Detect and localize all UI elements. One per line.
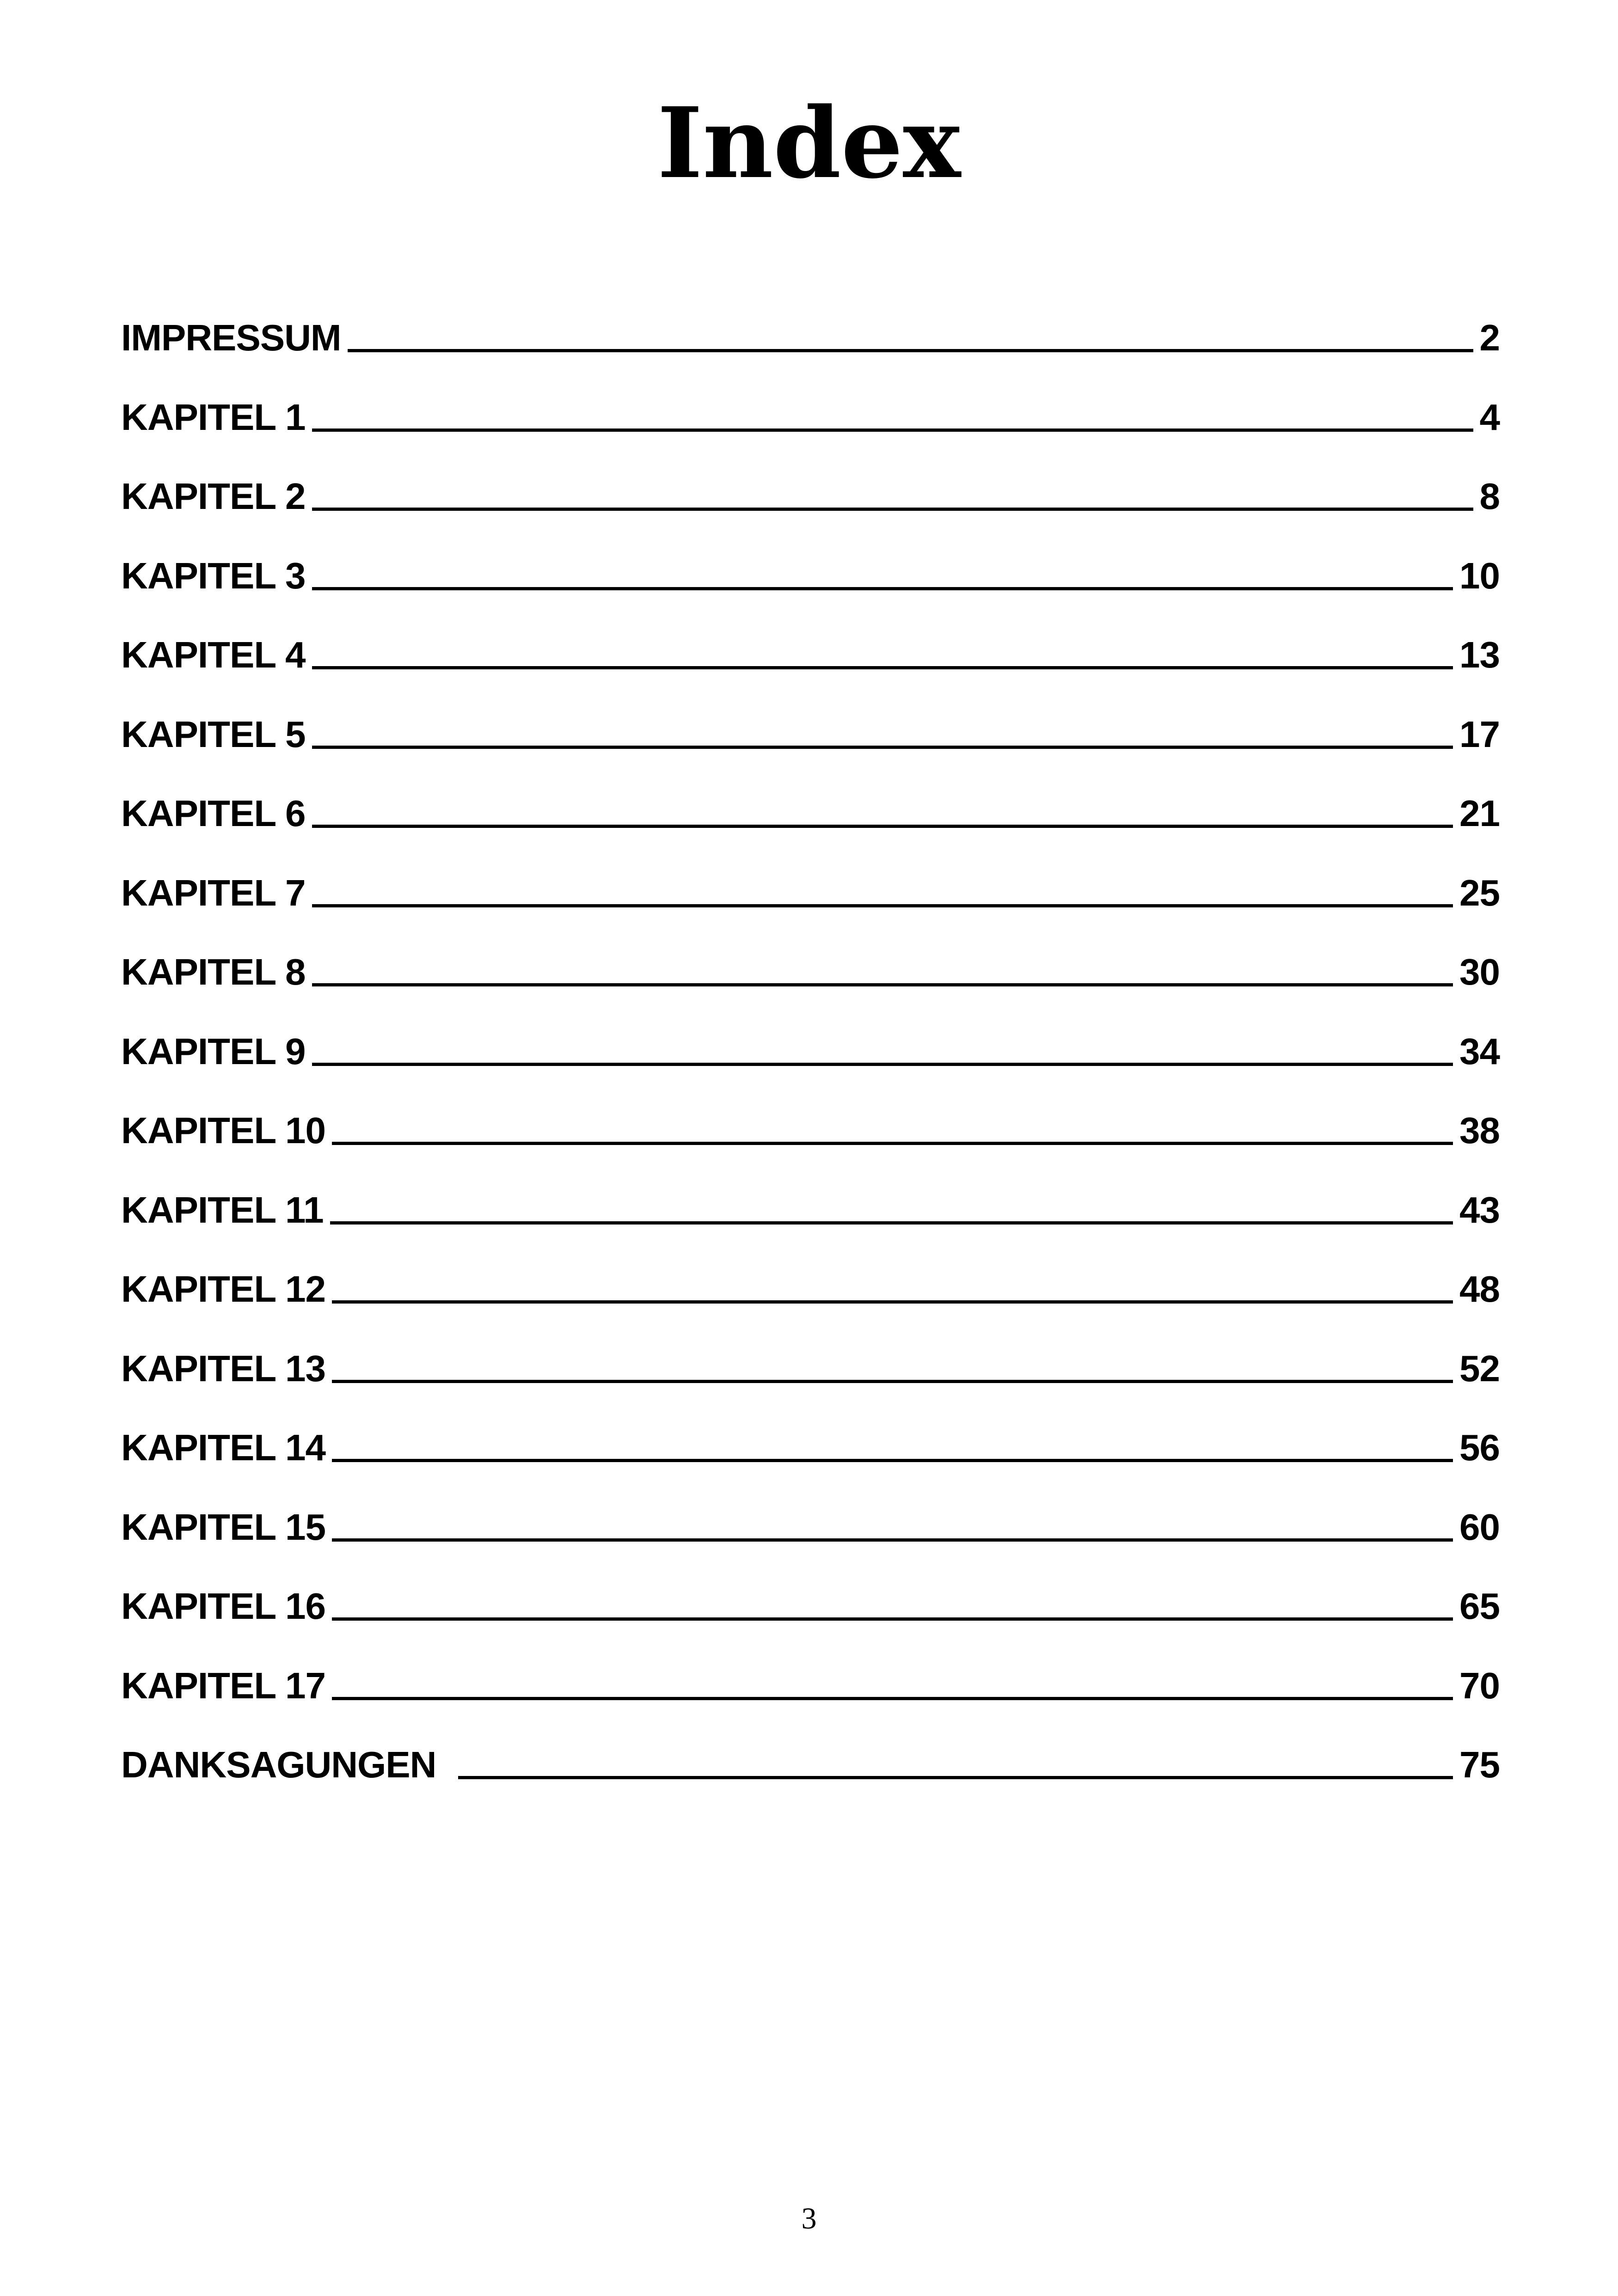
- toc-leader-line: [330, 1221, 1453, 1225]
- toc-leader-line: [312, 508, 1473, 511]
- toc-entry-label: KAPITEL 14: [121, 1427, 325, 1468]
- toc-leader-line: [332, 1697, 1453, 1700]
- toc-entry-label: KAPITEL 12: [121, 1268, 325, 1310]
- toc-leader-line: [348, 349, 1473, 352]
- toc-entry-danksagungen[interactable]: [121, 1725, 1500, 1805]
- toc-entry-page: 43: [1459, 1189, 1500, 1231]
- toc-entry-page: 4: [1479, 396, 1500, 438]
- toc-entry-label: KAPITEL 4: [121, 634, 306, 675]
- toc-leader-line: [332, 1459, 1453, 1462]
- toc-entry-kapitel-3[interactable]: [121, 536, 1500, 616]
- toc-entry-page: 8: [1479, 476, 1500, 517]
- toc-entry-page: 70: [1459, 1665, 1500, 1706]
- toc-entry-label: KAPITEL 15: [121, 1506, 325, 1548]
- toc-entry-label: KAPITEL 13: [121, 1347, 325, 1389]
- toc-leader-line: [312, 587, 1453, 590]
- toc-entry-label: KAPITEL 2: [121, 476, 306, 517]
- toc-entry-page: 10: [1459, 555, 1500, 596]
- toc-entry-page: 34: [1459, 1030, 1500, 1072]
- toc-entry-kapitel-2[interactable]: [121, 457, 1500, 536]
- toc-entry-kapitel-11[interactable]: [121, 1170, 1500, 1250]
- toc-entry-label: KAPITEL 9: [121, 1030, 306, 1072]
- toc-entry-page: 60: [1459, 1506, 1500, 1548]
- toc-entry-page: 25: [1459, 872, 1500, 913]
- toc-entry-kapitel-12[interactable]: [121, 1249, 1500, 1329]
- toc-entry-kapitel-8[interactable]: [121, 932, 1500, 1012]
- toc-entry-kapitel-16[interactable]: [121, 1567, 1500, 1646]
- toc-leader-line: [332, 1538, 1453, 1542]
- toc-entry-label: KAPITEL 5: [121, 713, 306, 755]
- table-of-contents: [121, 298, 1500, 1805]
- toc-entry-kapitel-10[interactable]: [121, 1091, 1500, 1170]
- toc-entry-label: DANKSAGUNGEN: [121, 1744, 436, 1785]
- toc-entry-kapitel-7[interactable]: [121, 853, 1500, 933]
- toc-entry-page: 65: [1459, 1586, 1500, 1627]
- toc-leader-line: [332, 1380, 1453, 1383]
- toc-entry-label: KAPITEL 8: [121, 951, 306, 992]
- toc-entry-label: KAPITEL 17: [121, 1665, 325, 1706]
- toc-entry-label: KAPITEL 1: [121, 396, 306, 438]
- toc-entry-page: 17: [1459, 713, 1500, 755]
- toc-entry-label: KAPITEL 10: [121, 1110, 325, 1151]
- toc-entry-kapitel-15[interactable]: [121, 1488, 1500, 1567]
- toc-leader-line: [312, 666, 1453, 669]
- toc-leader-line: [332, 1300, 1453, 1304]
- toc-leader-line: [312, 429, 1473, 432]
- toc-entry-page: 13: [1459, 634, 1500, 675]
- toc-entry-page: 56: [1459, 1427, 1500, 1468]
- toc-entry-page: 21: [1459, 793, 1500, 834]
- toc-entry-kapitel-9[interactable]: [121, 1012, 1500, 1091]
- toc-entry-page: 48: [1459, 1268, 1500, 1310]
- toc-entry-kapitel-17[interactable]: [121, 1646, 1500, 1726]
- toc-entry-page: 75: [1459, 1744, 1500, 1785]
- toc-entry-kapitel-14[interactable]: [121, 1408, 1500, 1488]
- toc-leader-line: [458, 1776, 1453, 1779]
- toc-entry-page: 2: [1479, 317, 1500, 358]
- toc-entry-page: 38: [1459, 1110, 1500, 1151]
- toc-leader-line: [312, 983, 1453, 986]
- toc-entry-page: 52: [1459, 1347, 1500, 1389]
- toc-leader-line: [312, 1063, 1453, 1066]
- page-number: 3: [801, 2202, 817, 2235]
- toc-entry-label: KAPITEL 7: [121, 872, 306, 913]
- toc-entry-kapitel-4[interactable]: [121, 615, 1500, 695]
- toc-entry-kapitel-13[interactable]: [121, 1329, 1500, 1408]
- page-title: Index: [657, 86, 961, 200]
- toc-entry-label: KAPITEL 16: [121, 1586, 325, 1627]
- toc-entry-impressum[interactable]: [121, 298, 1500, 378]
- toc-leader-line: [332, 1617, 1453, 1621]
- toc-leader-line: [312, 904, 1453, 907]
- toc-entry-label: KAPITEL 6: [121, 793, 306, 834]
- toc-entry-kapitel-6[interactable]: [121, 774, 1500, 853]
- toc-leader-line: [312, 825, 1453, 828]
- toc-entry-kapitel-5[interactable]: [121, 695, 1500, 774]
- toc-leader-line: [312, 746, 1453, 749]
- toc-entry-page: 30: [1459, 951, 1500, 992]
- toc-entry-label: KAPITEL 11: [121, 1189, 324, 1231]
- toc-entry-kapitel-1[interactable]: [121, 378, 1500, 457]
- toc-leader-line: [332, 1142, 1453, 1145]
- toc-entry-label: KAPITEL 3: [121, 555, 306, 596]
- toc-entry-label: IMPRESSUM: [121, 317, 341, 358]
